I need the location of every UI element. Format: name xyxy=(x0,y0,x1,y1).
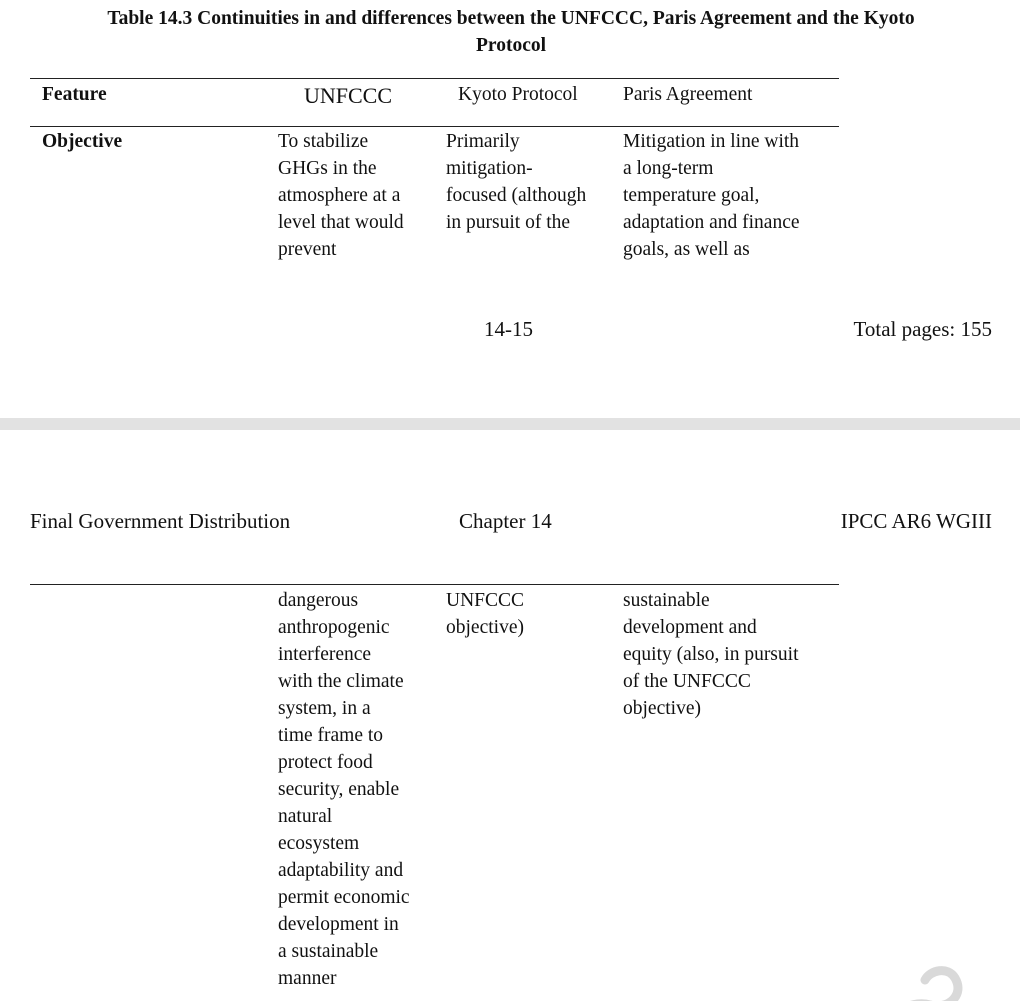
table-top-rule xyxy=(30,78,839,79)
column-header-unfccc: UNFCCC xyxy=(304,83,393,108)
document-page-bottom xyxy=(0,430,1020,1001)
row-label-objective: Objective xyxy=(42,131,123,152)
column-header-feature: Feature xyxy=(42,84,107,105)
cell-objective-paris-cont: sustainable development and equity (also, in pursuit of the UNFCCC objective) xyxy=(623,590,799,719)
cell-objective-paris: Mitigation in line with a long-term temperature goal, adaptation and finance goals, as well as xyxy=(623,131,800,260)
table-header-rule xyxy=(30,126,839,127)
table-continuation-rule xyxy=(30,584,839,585)
column-header-paris: Paris Agreement xyxy=(623,84,753,105)
cell-objective-kyoto-cont: UNFCCC objective) xyxy=(446,590,525,638)
cell-objective-unfccc: To stabilize GHGs in the atmosphere at a level that would prevent xyxy=(278,131,404,260)
document-page-top xyxy=(0,0,1020,418)
running-header-right: IPCC AR6 WGIII xyxy=(840,509,992,533)
page-number: 14-15 xyxy=(484,317,533,341)
cell-objective-kyoto: Primarily mitigation- focused (although in pursuit of the xyxy=(446,131,587,233)
table-caption-line-2: Protocol xyxy=(475,35,547,56)
watermark-fragment-icon xyxy=(870,950,990,1001)
page-separator xyxy=(0,418,1020,430)
total-pages: Total pages: 155 xyxy=(853,317,992,341)
cell-objective-unfccc-cont: dangerous anthropogenic interference with the climate system, in a time frame to protect food security, enable natural ecosystem adaptability and permit economic development in a sustainable manner xyxy=(278,590,410,989)
table-caption xyxy=(30,5,992,59)
running-header-left: Final Government Distribution xyxy=(30,509,291,533)
table-caption-line-1: Table 14.3 Continuities in and differences between the UNFCCC, Paris Agreement and the Kyoto xyxy=(107,8,915,29)
running-header-center: Chapter 14 xyxy=(459,509,552,533)
column-header-kyoto: Kyoto Protocol xyxy=(458,84,578,105)
